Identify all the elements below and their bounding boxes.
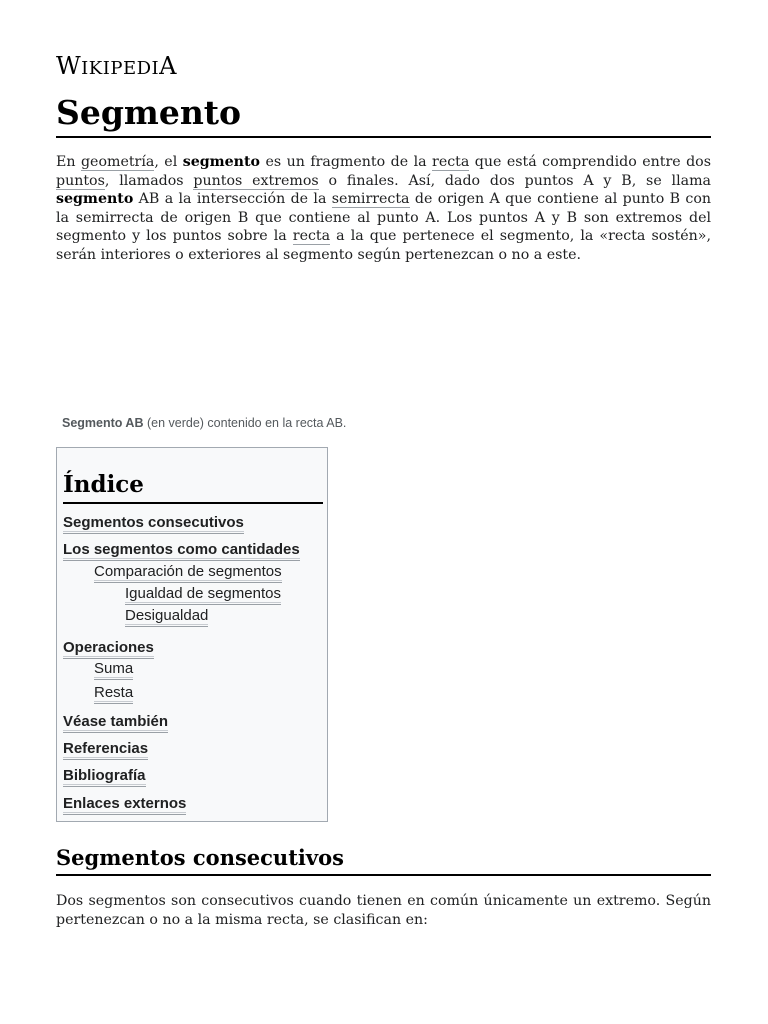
toc-item-enlaces-externos[interactable] — [63, 794, 186, 815]
toc-item-label: Enlaces externos — [63, 795, 187, 812]
logo-letter-first: W — [56, 52, 82, 80]
text-run: , llamados — [104, 172, 194, 189]
text-run: es un fragmento de la — [260, 154, 433, 170]
text-run: o finales. Así, dado dos puntos A y B, se llama — [318, 172, 711, 189]
table-of-contents — [56, 447, 328, 822]
toc-item-segmentos-consecutivos[interactable] — [63, 513, 244, 534]
wiki-link[interactable]: geometría — [80, 154, 155, 170]
toc-item-label: Comparación de segmentos — [94, 563, 282, 580]
text-run: Dos segmentos son consecutivos cuando tienen en común únicamente un extremo. Según pertenezcan o no a la misma recta, se clasifican en: — [56, 893, 711, 928]
wikipedia-logo[interactable] — [56, 52, 177, 80]
bold-term: segmento — [182, 154, 261, 170]
text-run: de origen A que contiene al punto B con la semirrecta de origen B que contiene al punto A. Los puntos A y B son extremos del segmento y los puntos sobre la — [56, 191, 712, 245]
toc-title: Índice — [63, 468, 323, 504]
text-run: a la que pertenece el segmento, la «recta sostén», serán interiores o exteriores al segmento según pertenezcan o no a este. — [56, 228, 711, 263]
text-run: En — [56, 154, 81, 170]
toc-item-comparacion-de-segmentos[interactable] — [94, 562, 282, 583]
wiki-link[interactable]: recta — [432, 154, 470, 170]
text-run: que está comprendido entre dos — [469, 154, 711, 170]
toc-item-label: Véase también — [63, 713, 169, 730]
page-title: Segmento — [56, 92, 711, 138]
toc-item-los-segmentos-como-cantidades[interactable] — [63, 540, 300, 561]
wiki-link[interactable]: recta — [292, 228, 331, 245]
toc-item-vease-tambien[interactable] — [63, 712, 168, 733]
text-run: AB a la intersección de la — [133, 191, 332, 208]
toc-item-label: Los segmentos como cantidades — [63, 541, 300, 558]
text-run: , el — [154, 154, 183, 170]
toc-item-igualdad-de-segmentos[interactable] — [125, 584, 281, 605]
bold-term: Segmento AB — [62, 416, 144, 430]
logo-letter-last: A — [159, 52, 177, 80]
section-paragraph — [56, 892, 711, 929]
toc-item-referencias[interactable] — [63, 739, 148, 760]
toc-item-bibliografia[interactable] — [63, 766, 146, 787]
bold-term: segmento — [56, 191, 134, 208]
wiki-link[interactable]: semirrecta — [331, 191, 410, 208]
toc-item-label: Segmentos consecutivos — [63, 514, 244, 531]
toc-item-resta[interactable] — [94, 683, 133, 704]
toc-item-label: Referencias — [63, 740, 149, 757]
logo-letters-middle: IKIPEDI — [81, 58, 160, 79]
wiki-link[interactable]: puntos extremos — [193, 172, 319, 189]
wiki-link[interactable]: puntos — [56, 172, 105, 189]
toc-item-label: Suma — [94, 660, 134, 677]
toc-item-label: Desigualdad — [125, 607, 209, 624]
text-run: (en verde) contenido en la recta AB. — [143, 416, 347, 430]
toc-item-suma[interactable] — [94, 659, 133, 680]
toc-item-operaciones[interactable] — [63, 638, 154, 659]
toc-item-label: Resta — [94, 684, 134, 701]
section-heading-segmentos-consecutivos: Segmentos consecutivos — [56, 842, 711, 876]
toc-item-label: Bibliografía — [63, 767, 146, 784]
figure-caption — [62, 416, 346, 430]
toc-item-label: Igualdad de segmentos — [125, 585, 281, 602]
toc-item-desigualdad[interactable] — [125, 606, 208, 627]
toc-item-label: Operaciones — [63, 639, 154, 656]
intro-paragraph — [56, 153, 711, 265]
